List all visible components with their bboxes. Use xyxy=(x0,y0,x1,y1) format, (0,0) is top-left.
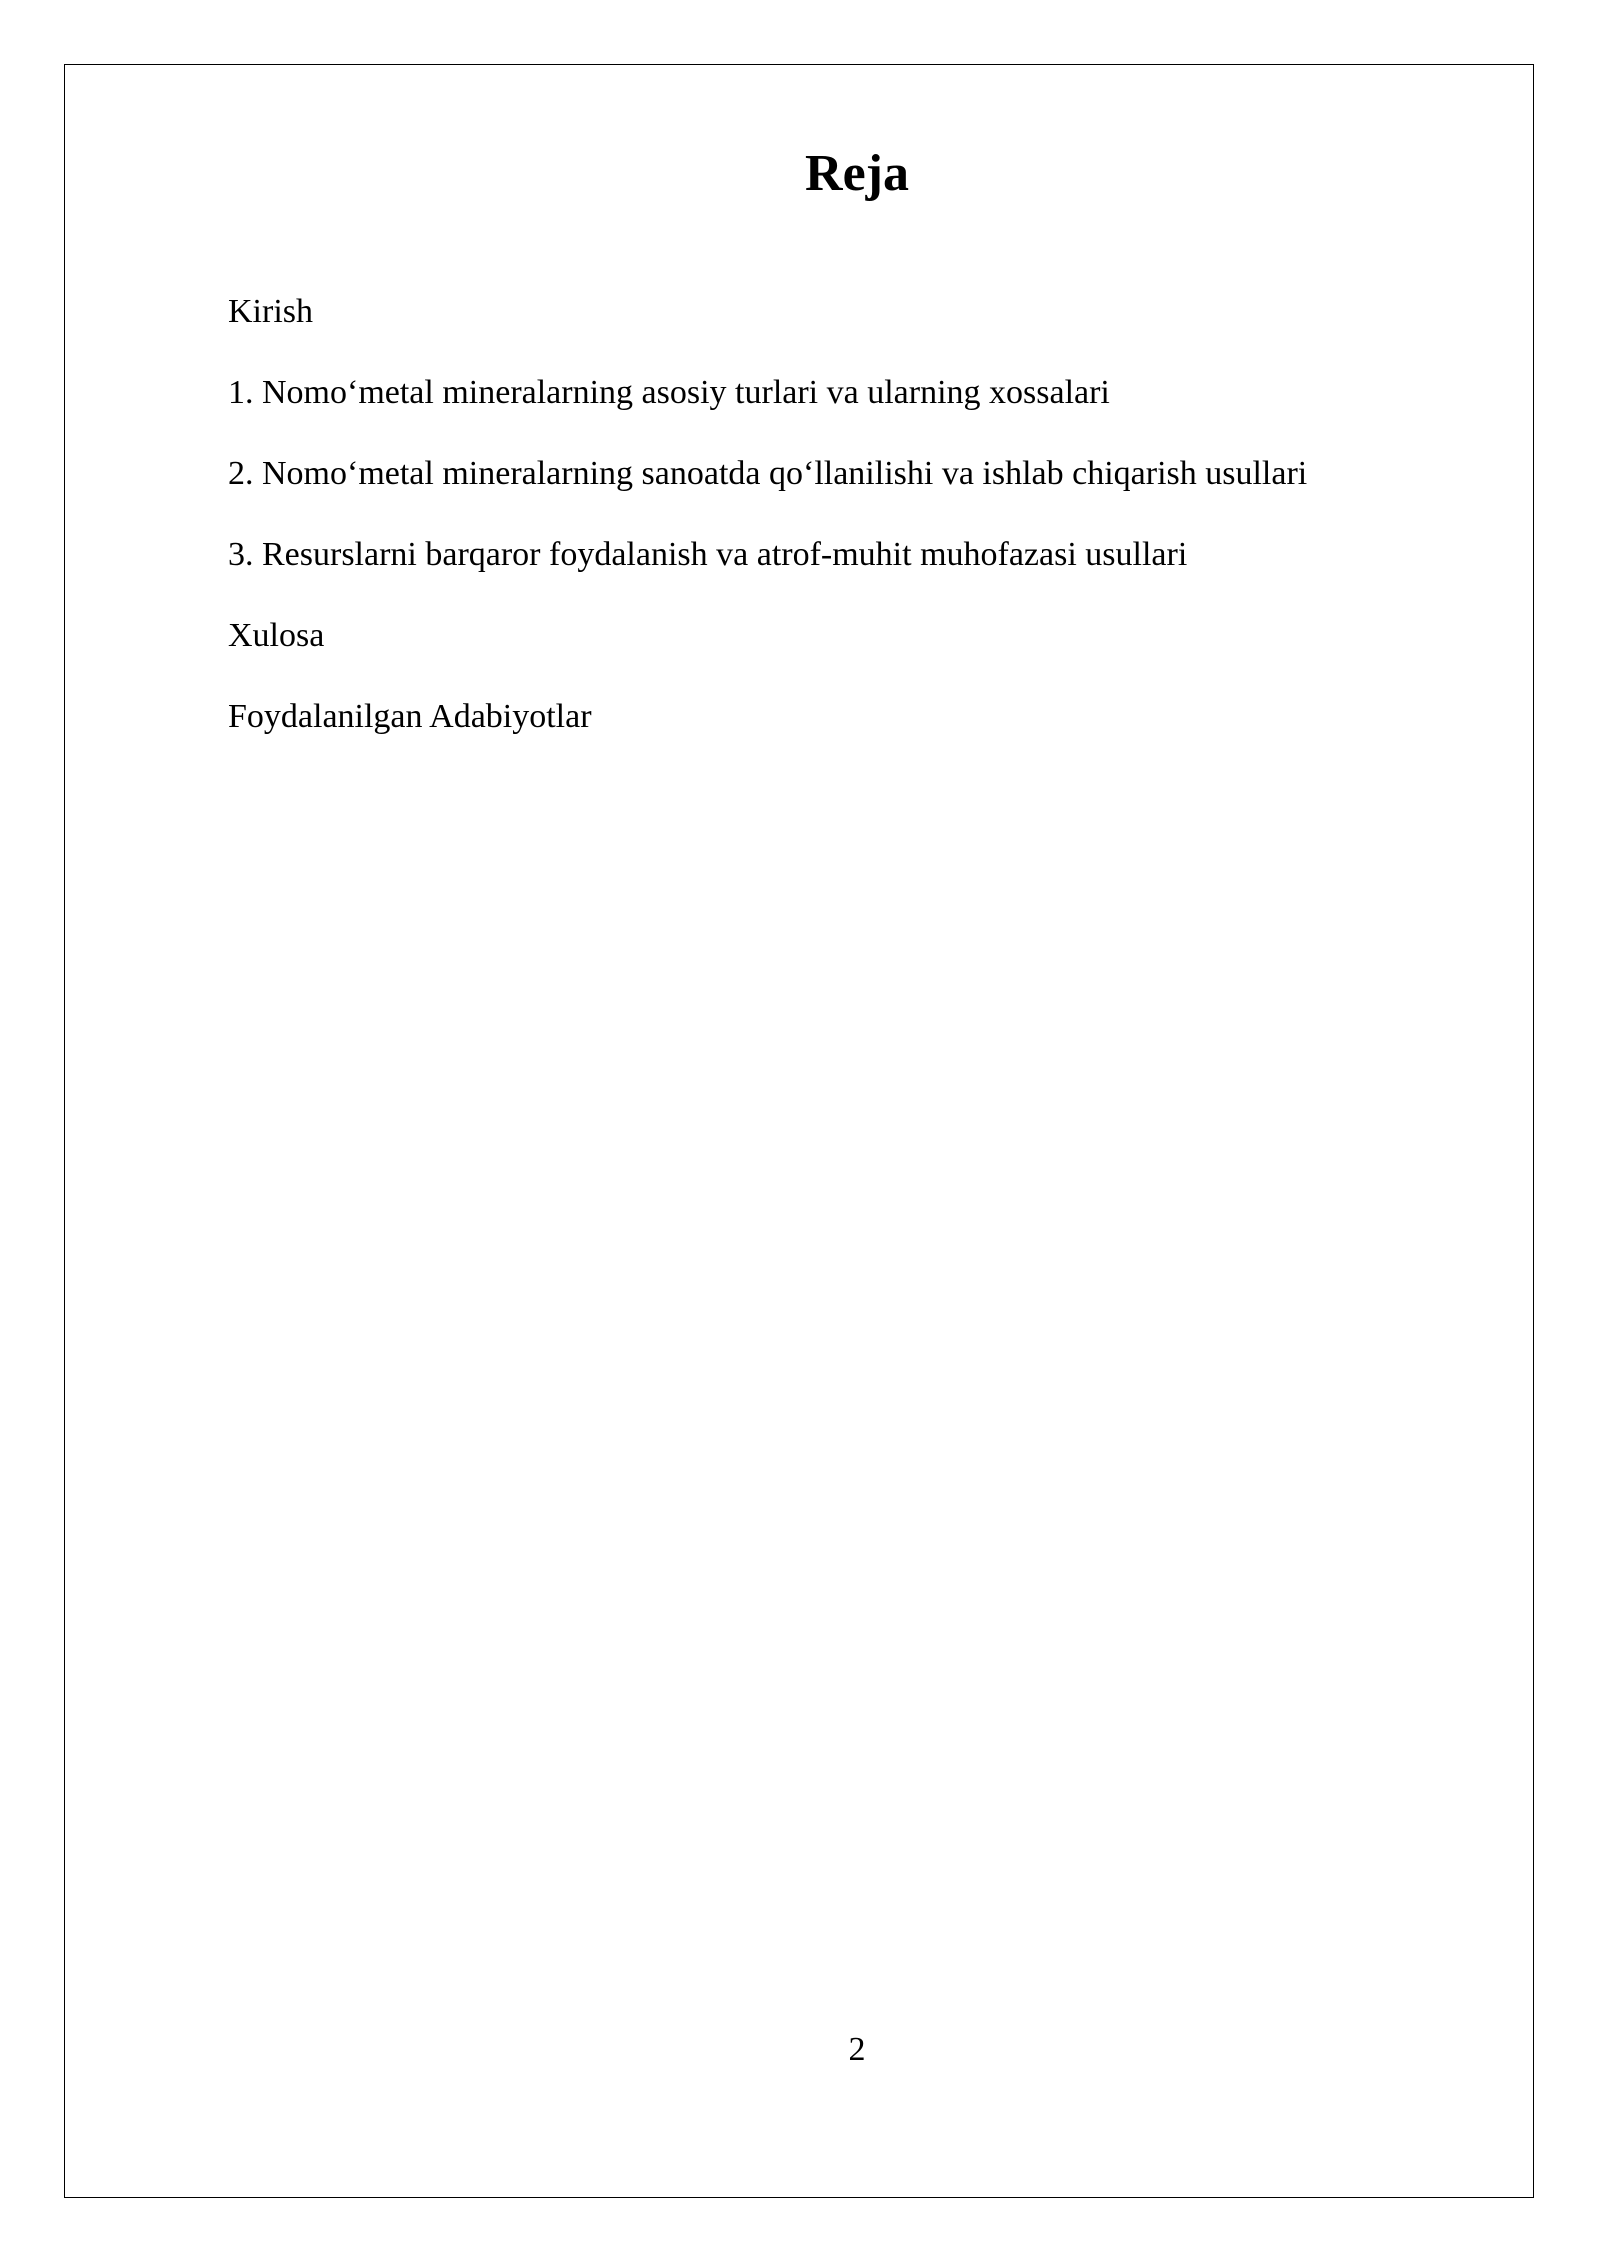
toc-item-chapter-1: 1. Nomo‘metal mineralarning asosiy turlari va ularning xossalari xyxy=(228,374,1110,411)
page-number: 2 xyxy=(848,2031,866,2068)
toc-item-references: Foydalanilgan Adabiyotlar xyxy=(228,698,592,735)
page-title: Reja xyxy=(805,145,909,202)
toc-item-introduction: Kirish xyxy=(228,293,313,330)
toc-item-conclusion: Xulosa xyxy=(228,617,325,654)
toc-item-chapter-3: 3. Resurslarni barqaror foydalanish va atrof-muhit muhofazasi usullari xyxy=(228,536,1188,573)
toc-item-chapter-2: 2. Nomo‘metal mineralarning sanoatda qo‘llanilishi va ishlab chiqarish usullari xyxy=(228,455,1308,492)
table-of-contents xyxy=(228,292,1307,778)
